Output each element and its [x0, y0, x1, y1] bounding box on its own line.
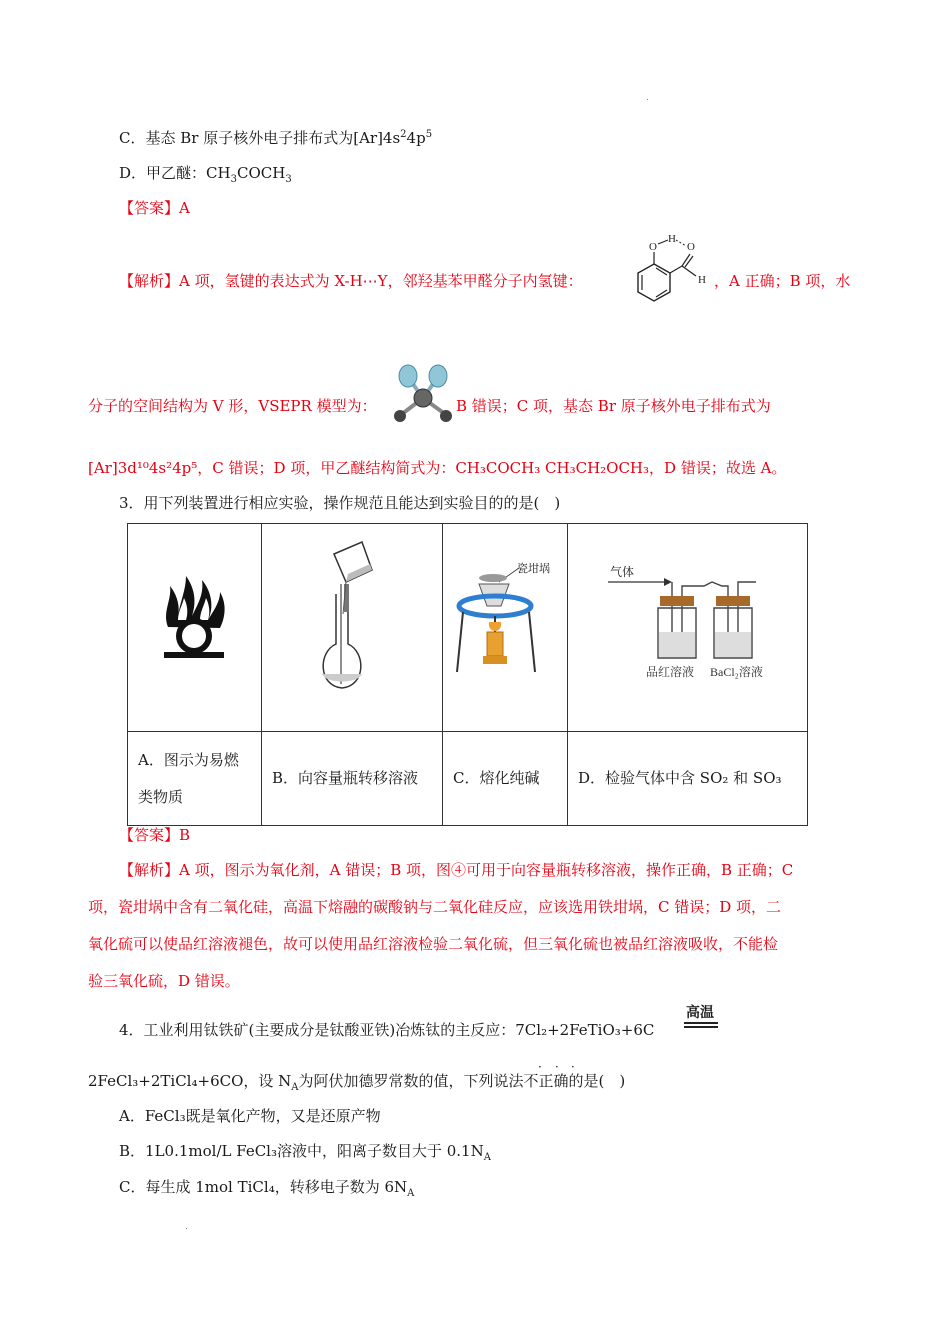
volumetric-flask-transfer [262, 524, 442, 727]
answer-3 [119, 825, 190, 845]
analysis-2-line-2b: B 错误；C 项，基态 Br 原子核外电子排布式为 [456, 397, 771, 415]
option-label: C． [119, 1178, 146, 1196]
option-label: B． [119, 1142, 146, 1160]
q3-stem: 3．用下列装置进行相应实验，操作规范且能达到实验目的的是( ) [119, 494, 561, 512]
gas-washing-bottles [568, 524, 807, 727]
water-vsepr-model [388, 364, 458, 424]
q4-option-a [119, 1106, 381, 1126]
sub: A [407, 1188, 415, 1199]
q3-image-c [443, 524, 568, 732]
sub: 3 [230, 174, 237, 185]
analysis-3-line-1: 【解析】A 项，图示为氧化剂，A 错误；B 项，图④可用于向容量瓶转移溶液，操作正确，B 正确；C [119, 861, 794, 879]
atom-o: O [649, 241, 657, 253]
q4-stem-b [88, 1071, 625, 1091]
sub: 3 [285, 174, 292, 185]
answer-2 [119, 198, 190, 218]
crucible-label: 瓷坩埚 [517, 563, 550, 575]
option-label: A． [119, 1107, 145, 1125]
analysis-2-line-3: [Ar]3d¹⁰4s²4p⁵，C 错误；D 项，甲乙醚结构简式为：CH₃COCH₃ CH₃CH₂OCH₃，D 错误；故选 A。 [88, 459, 787, 477]
q3-caption-c: C．熔化纯碱 [443, 732, 568, 826]
sup: 5 [425, 129, 433, 140]
analysis-2-line-2a: 分子的空间结构为 V 形，VSEPR 模型为： [88, 397, 377, 415]
q3-caption-b: B．向容量瓶转移溶液 [262, 732, 443, 826]
q3-caption-d: D．检验气体中含 SO₂ 和 SO₃ [568, 732, 808, 826]
q4-stem-c-text: 为阿伏加德罗常数的值，下列说法不正确的是( ) [298, 1072, 626, 1090]
option-d-prev [119, 163, 292, 183]
analysis-3-line-4: 验三氧化硫，D 错误。 [88, 972, 240, 990]
crucible-heating [443, 524, 567, 727]
bottle2-label: BaCl₂溶液 [710, 665, 763, 679]
sup: 2 [400, 129, 407, 140]
emphasis-dot: · [555, 1060, 559, 1074]
sub: A [483, 1152, 491, 1163]
salicylaldehyde-structure [624, 228, 720, 312]
q3-image-b [262, 524, 443, 732]
option-text: 每生成 1mol TiCl₄，转移电子数为 6N [145, 1178, 408, 1196]
option-text: 基态 Br 原子核外电子排布式为[Ar]4s [145, 129, 401, 147]
analysis-2-line-1b: ，A 正确；B 项，水 [714, 272, 851, 290]
q3-caption-a: A．图示为易燃类物质 [128, 732, 262, 826]
atom-h: H [668, 233, 676, 245]
analysis-2-line-1a: 【解析】A 项，氢键的表达式为 X-H⋯Y，邻羟基苯甲醛分子内氢键： [119, 272, 583, 290]
sub: A [291, 1082, 299, 1093]
analysis-3-line-3: 氧化硫可以使品红溶液褪色，故可以使用品红溶液检验二氧化硫，但三氧化硫也被品红溶液吸收，不能检 [88, 935, 779, 953]
q4-condition: 高温 [686, 1005, 714, 1021]
option-text-mid: COCH [236, 164, 286, 182]
answer-value: A [179, 199, 190, 217]
option-c-prev [119, 128, 432, 148]
q3-image-a [128, 524, 262, 732]
emphasis-dot: · [538, 1060, 542, 1074]
answer-label: 【答案】 [119, 826, 180, 844]
answer-value: B [179, 826, 191, 844]
option-text: 甲乙醚：CH [146, 164, 231, 182]
q4-option-b [119, 1141, 491, 1161]
option-label: D． [119, 164, 147, 182]
analysis-3-line-2: 项，瓷坩埚中含有二氧化硅，高温下熔融的碳酸钠与二氧化硅反应，应该选用铁坩埚，C 错误；D 项，二 [88, 898, 782, 916]
atom-o-carbonyl: O [687, 241, 695, 253]
bottle1-label: 品红溶液 [646, 665, 695, 679]
option-text: FeCl₃既是氧化产物，又是还原产物 [144, 1107, 381, 1125]
answer-label: 【答案】 [119, 199, 180, 217]
option-text: 1L0.1mol/L FeCl₃溶液中，阳离子数目大于 0.1N [145, 1142, 484, 1160]
gas-label: 气体 [610, 565, 635, 579]
q4-stem-a: 4．工业利用钛铁矿(主要成分是钛酸亚铁)冶炼钛的主反应：7Cl₂+2FeTiO₃+6C [119, 1021, 655, 1039]
atom-h-aldehyde: H [698, 274, 706, 286]
q4-option-c [119, 1177, 414, 1197]
q3-table [127, 523, 808, 826]
q4-condition-bar [684, 1022, 718, 1024]
emphasis-dot: · [571, 1060, 575, 1074]
q4-condition-bar-2 [684, 1026, 718, 1028]
q3-image-d [568, 524, 808, 732]
option-text-mid: 4p [406, 129, 426, 147]
q4-stem-b-text: 2FeCl₃+2TiCl₄+6CO，设 N [88, 1072, 292, 1090]
oxidizer-icon [128, 524, 261, 727]
option-label: C． [119, 129, 146, 147]
